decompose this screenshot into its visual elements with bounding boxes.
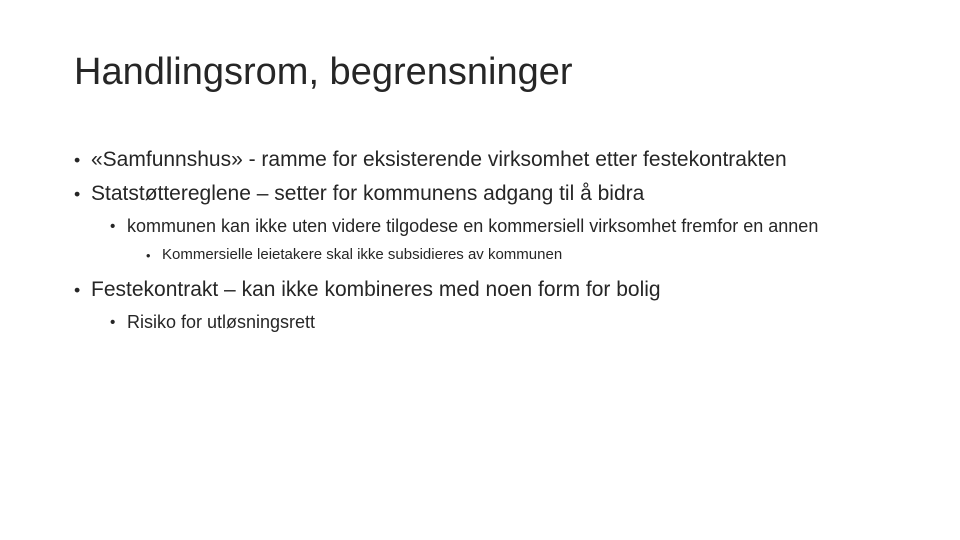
bullet-point-icon: • xyxy=(110,218,116,236)
bullet-point-icon: • xyxy=(74,150,81,171)
bullet-item-level-1 xyxy=(74,180,914,207)
bullet-item-level-1 xyxy=(74,146,791,173)
bullet-text: Statstøttereglene – setter for kommunens adgang til å bidra xyxy=(91,182,645,205)
bullet-item-level-2 xyxy=(110,310,914,334)
bullet-point-icon: • xyxy=(146,248,151,264)
bullet-list xyxy=(74,146,914,341)
bullet-point-icon: • xyxy=(74,280,81,301)
bullet-text: Risiko for utløsningsrett xyxy=(127,312,316,332)
bullet-point-icon: • xyxy=(110,314,116,332)
bullet-item-level-1 xyxy=(74,276,914,303)
slide-title: Handlingsrom, begrensninger xyxy=(74,51,573,93)
bullet-text: kommunen kan ikke uten videre tilgodese en kommersiell virksomhet fremfor en annen xyxy=(127,216,819,236)
bullet-point-icon: • xyxy=(74,184,81,205)
bullet-text: Kommersielle leietakere skal ikke subsidieres av kommunen xyxy=(162,246,563,263)
bullet-text: Festekontrakt – kan ikke kombineres med noen form for bolig xyxy=(91,278,661,301)
bullet-item-level-2 xyxy=(110,214,887,238)
bullet-text: «Samfunnshus» - ramme for eksisterende virksomhet etter festekontrakten xyxy=(91,148,787,171)
bullet-item-level-3 xyxy=(146,245,914,265)
